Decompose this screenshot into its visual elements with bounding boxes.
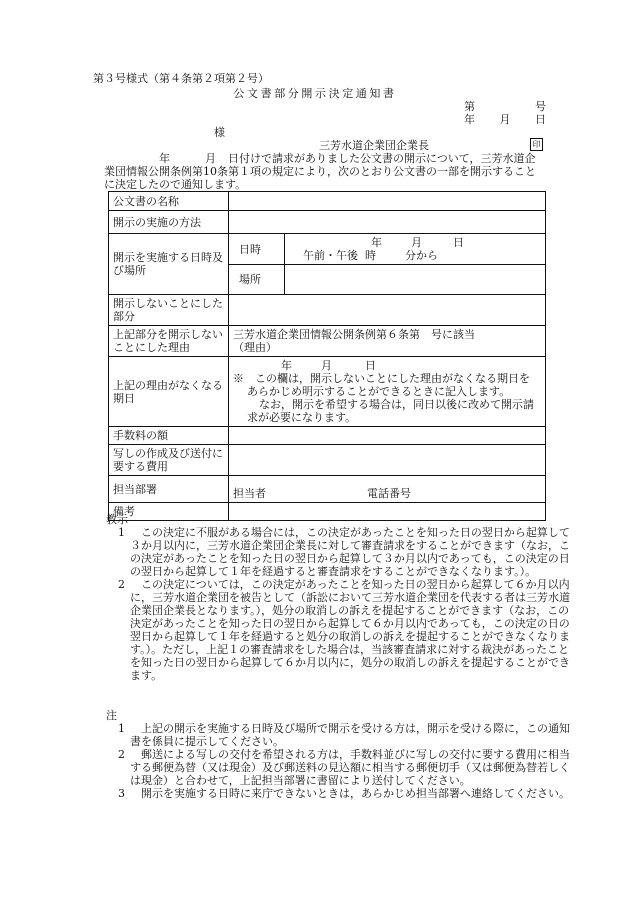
expiry-month: 月 bbox=[321, 359, 332, 372]
value-place[interactable] bbox=[285, 265, 546, 295]
label-department-text: 担当部署 bbox=[113, 482, 157, 496]
row-document-name bbox=[109, 192, 546, 211]
person-label: 担当者 bbox=[233, 487, 266, 500]
instruction-item-1-text: この決定に不服がある場合には，この決定があったことを知った日の翌日から起算して３か月以内に，三芳水道企業団企業長に対して審査請求をすることができます（なお，この決定があったことを知った日の翌日から起算して３か月以内であっても，この決定の日の翌日から起算して１年を経過すると審査請求をすることができなくなります。）。 bbox=[130, 526, 570, 578]
label-datetime-place: 開示を実施する日時及び場所 bbox=[109, 234, 229, 295]
intro-line1: 日付けで請求がありました公文書の開示について，三芳水道企 bbox=[228, 152, 536, 165]
instruction-heading: 教示 bbox=[106, 513, 128, 526]
datetime-hour: 時 bbox=[365, 249, 376, 262]
label-document-name-text: 公文書の名称 bbox=[113, 194, 179, 208]
notes-item-2-number: 2 bbox=[118, 748, 125, 761]
datetime-ampm: 午前・午後 bbox=[303, 249, 358, 262]
value-copy-fee[interactable] bbox=[229, 445, 546, 476]
department-line bbox=[233, 487, 541, 500]
row-fee bbox=[109, 427, 546, 445]
row-copy-fee bbox=[109, 445, 546, 476]
label-department bbox=[109, 476, 229, 503]
notes-item-1 bbox=[106, 722, 572, 748]
expiry-day: 日 bbox=[365, 359, 376, 372]
instruction-section bbox=[106, 513, 572, 682]
label-document-name bbox=[109, 192, 229, 211]
phone-label: 電話番号 bbox=[367, 487, 411, 500]
label-datetime-text: 日時 bbox=[239, 242, 261, 256]
seal-mark: 印 bbox=[530, 138, 543, 151]
label-expiry: 上記の理由がなくなる期日 bbox=[109, 357, 229, 427]
notes-item-3 bbox=[106, 787, 572, 800]
value-document-name[interactable] bbox=[229, 192, 546, 211]
value-department[interactable] bbox=[229, 476, 546, 503]
datetime-month: 月 bbox=[411, 236, 422, 249]
row-method bbox=[109, 211, 546, 234]
value-undisclosed[interactable] bbox=[229, 295, 546, 326]
disclosure-form-table bbox=[108, 191, 546, 521]
notes-item-2 bbox=[106, 748, 572, 787]
value-fee[interactable] bbox=[229, 427, 546, 445]
instruction-item-1 bbox=[106, 526, 572, 578]
date-day: 日 bbox=[535, 113, 546, 126]
document-number-prefix: 第 bbox=[464, 100, 475, 113]
value-method[interactable] bbox=[229, 211, 546, 234]
notes-item-3-text: 開示を実施する日時に来庁できないときは，あらかじめ担当部署へ連絡してください。 bbox=[130, 787, 570, 800]
intro-paragraph bbox=[104, 152, 545, 191]
reason-text-2: （理由） bbox=[233, 341, 277, 354]
instruction-item-2-text: この決定については，この決定があったことを知った日の翌日から起算して６か月以内に，三芳水道企業団を被告として（訴訟において三芳水道企業団を代表する者は三芳水道企業団企業長となります。），処分の取消しの訴えを提起することができます（なお，この決定があったことを知った日の翌日から起算して６か月以内であっても，この決定の日の翌日から起算して１年を経過すると処分の取消しの訴えを提起することができなくなります。）。ただし，上記１の審査請求をした場合は，当該審査請求に対する裁決があったことを知った日の翌日から起算して６か月以内に，処分の取消しの訴えを提起することができます。 bbox=[130, 578, 570, 682]
row-expiry bbox=[109, 357, 546, 427]
document-title: 公文書部分開示決定通知書 bbox=[233, 87, 397, 100]
label-copy-fee: 写しの作成及び送付に要する費用 bbox=[109, 445, 229, 476]
notes-item-3-number: 3 bbox=[118, 787, 125, 800]
instruction-item-1-number: 1 bbox=[118, 526, 125, 539]
intro-year: 年 bbox=[159, 152, 170, 165]
datetime-year: 年 bbox=[371, 236, 382, 249]
notes-heading: 注 bbox=[106, 709, 117, 722]
intro-line2: 業団情報公開条例第10条第１項の規定により，次のとおり公文書の一部を開示すること bbox=[104, 165, 536, 178]
reason-text-1: 三芳水道企業団情報公開条例第６条第 号に該当 bbox=[233, 328, 475, 341]
label-method: 開示の実施の方法 bbox=[109, 211, 229, 234]
date-month: 月 bbox=[499, 113, 511, 126]
row-undisclosed bbox=[109, 295, 546, 326]
label-fee-text: 手数料の額 bbox=[113, 429, 168, 442]
label-datetime bbox=[229, 234, 285, 265]
label-reason: 上記部分を開示しないことにした理由 bbox=[109, 326, 229, 357]
value-expiry[interactable] bbox=[229, 357, 546, 427]
notes-item-1-text: 上記の開示を実施する日時及び場所で開示を受ける方は，開示を受ける際に，この通知書を係員に提示してください。 bbox=[130, 722, 570, 748]
addressee: 様 bbox=[214, 126, 225, 139]
intro-month: 月 bbox=[205, 152, 216, 165]
issuer: 三芳水道企業団企業長 bbox=[319, 139, 429, 152]
row-reason bbox=[109, 326, 546, 357]
value-reason[interactable] bbox=[229, 326, 546, 357]
instruction-item-2 bbox=[106, 578, 572, 682]
notes-item-1-number: 1 bbox=[118, 722, 125, 735]
instruction-item-2-number: 2 bbox=[118, 578, 125, 591]
label-remarks-text: 備考 bbox=[113, 505, 135, 518]
document-date bbox=[464, 113, 546, 126]
notes-item-2-text: 郵送による写しの交付を希望される方は，手数料並びに写しの交付に要する費用に相当する郵便為替（又は現金）及び郵送料の見込額に相当する郵便切手（又は郵便為替若しくは現金）と合わせて，上記担当部署に書留により送付してください。 bbox=[130, 748, 570, 787]
document-number bbox=[464, 100, 546, 113]
expiry-date-line bbox=[233, 359, 541, 372]
row-department bbox=[109, 476, 546, 503]
date-year: 年 bbox=[464, 113, 475, 126]
datetime-time-line bbox=[289, 249, 541, 262]
document-number-suffix: 号 bbox=[535, 100, 546, 113]
row-datetime bbox=[109, 234, 546, 265]
datetime-date-line bbox=[289, 236, 541, 249]
label-undisclosed: 開示しないことにした部分 bbox=[109, 295, 229, 326]
notes-section bbox=[106, 709, 572, 800]
intro-line3: に決定したので通知します。 bbox=[104, 178, 247, 191]
expiry-note-2: あらかじめ明示することができるときに記入します。 bbox=[247, 385, 511, 398]
value-datetime[interactable] bbox=[285, 234, 546, 265]
expiry-year: 年 bbox=[281, 359, 292, 372]
form-id: 第３号様式（第４条第２項第２号） bbox=[93, 72, 269, 85]
datetime-from: 分から bbox=[405, 249, 438, 262]
label-place-text: 場所 bbox=[239, 273, 261, 286]
label-place bbox=[229, 265, 285, 295]
expiry-note-3: なお，開示を希望する場合は，同日以後に改めて開示請 bbox=[259, 398, 534, 411]
label-fee bbox=[109, 427, 229, 445]
expiry-note-4: 求が必要になります。 bbox=[247, 411, 357, 424]
expiry-note-1: ※ この欄は，開示しないことにした理由がなくなる期日を bbox=[233, 372, 530, 385]
datetime-day: 日 bbox=[453, 236, 464, 249]
